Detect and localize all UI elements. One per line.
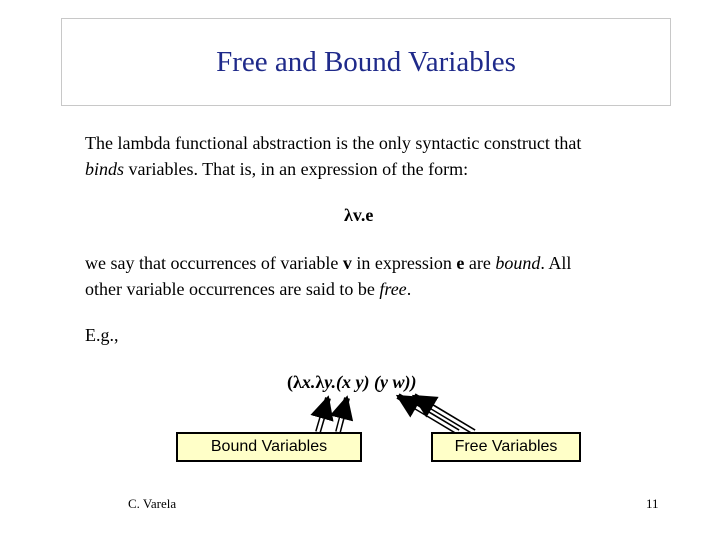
def-v: v [342, 253, 352, 273]
def-text-6: . [406, 279, 412, 299]
page-number: 11 [646, 496, 659, 511]
def-bound-word: bound [495, 253, 541, 273]
expr-lambda-1: λ [293, 372, 302, 392]
example-label: E.g., [85, 325, 119, 345]
intro-text-1: The lambda functional abstraction is the only syntactic construct that [85, 133, 582, 153]
expr-open-paren: ( [287, 372, 293, 392]
intro-text-2: variables. That is, in an expression of the form: [124, 159, 469, 179]
slide-title: Free and Bound Variables [216, 45, 516, 78]
def-e: e [456, 253, 465, 273]
def-text-3: are [464, 253, 496, 273]
lambda-form-body: v.e [352, 205, 374, 225]
def-text-4: . All [540, 253, 572, 273]
expr-x-dot: x. [301, 372, 316, 392]
footer-author: C. Varela [128, 496, 177, 511]
lambda-symbol: λ [344, 205, 353, 225]
free-variables-label: Free Variables [431, 432, 581, 462]
def-free-word: free [379, 279, 407, 299]
def-text-1: we say that occurrences of variable [85, 253, 343, 273]
bound-arrow-2 [338, 398, 347, 432]
def-text-5: other variable occurrences are said to be [85, 279, 380, 299]
expr-lambda-2: λ [315, 372, 325, 392]
intro-binds-word: binds [85, 159, 125, 179]
bound-variables-label: Bound Variables [176, 432, 362, 462]
expr-body: y.(x y) (y w)) [324, 372, 417, 392]
def-text-2: in expression [351, 253, 457, 273]
bound-arrow-1 [318, 398, 328, 432]
